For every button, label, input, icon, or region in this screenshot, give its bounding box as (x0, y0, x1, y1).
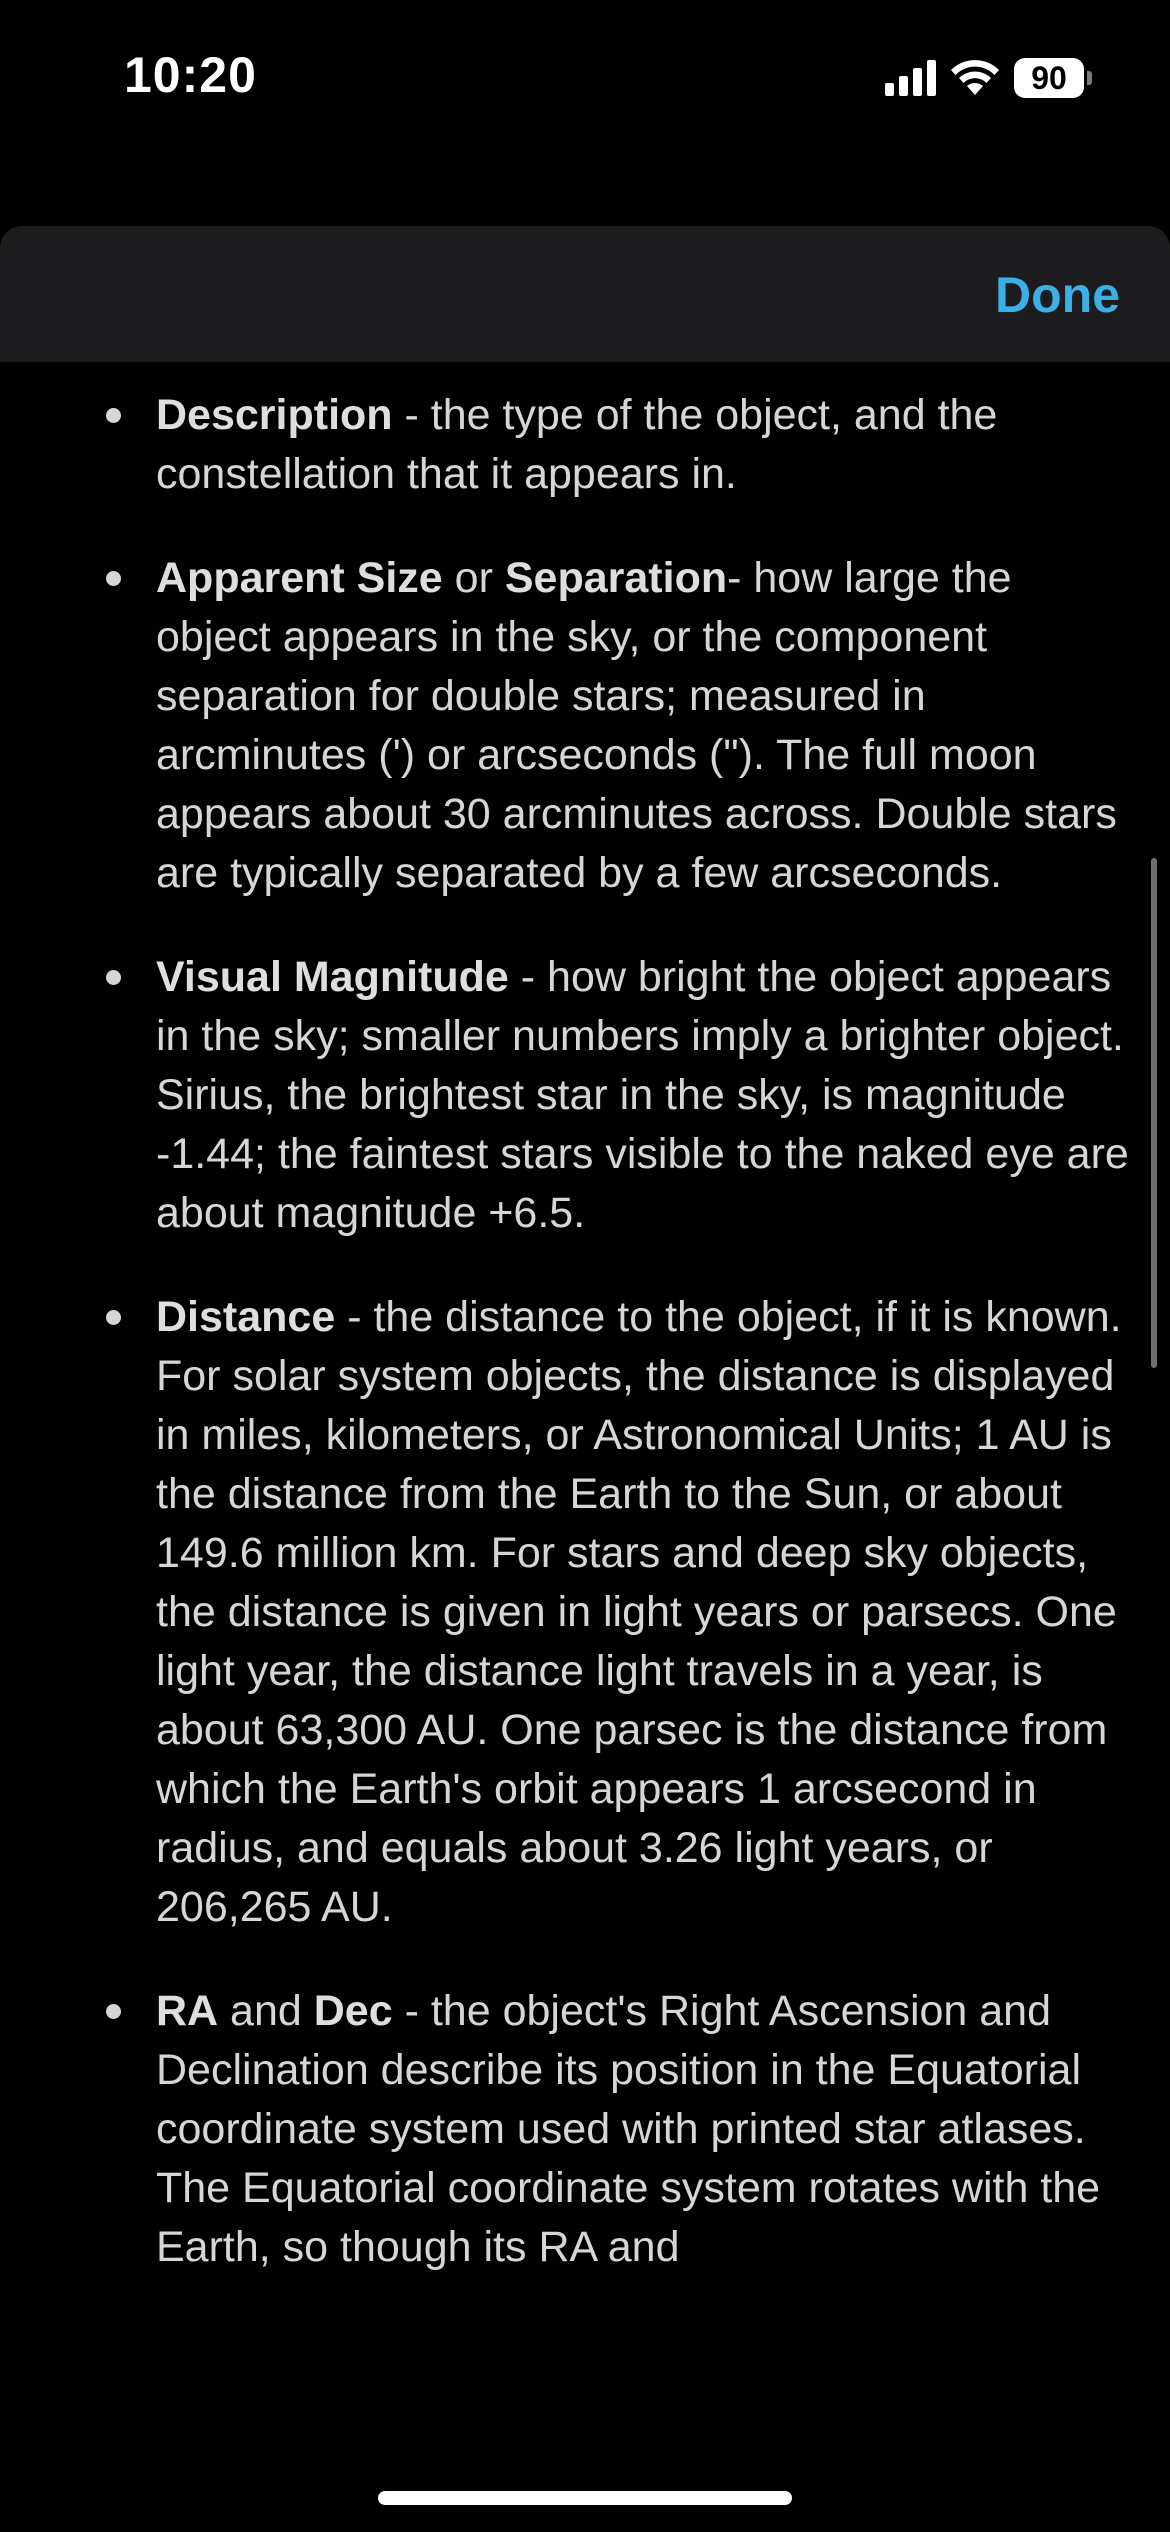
status-time: 10:20 (124, 47, 257, 103)
term: RA (156, 1987, 219, 2035)
list-item-apparent-size (0, 549, 1170, 903)
help-content[interactable] (0, 362, 1170, 2302)
help-list (0, 362, 1170, 2277)
item-text: - how bright the object appears in the sky; smaller numbers imply a brighter object. Sirius, the brightest star in the sky, is magnitude -1.44; the faintest stars visible to the naked eye are about magnitude +6.5. (156, 953, 1129, 1237)
term: Separation (504, 554, 728, 602)
cellular-signal-icon (885, 60, 936, 96)
list-item-ra-dec (0, 1982, 1170, 2277)
status-icons (885, 56, 1092, 100)
term: Distance (156, 1293, 336, 1341)
home-indicator[interactable] (378, 2491, 792, 2505)
list-item-description (0, 386, 1170, 504)
list-item-visual-magnitude (0, 948, 1170, 1243)
status-bar (0, 0, 1170, 150)
bullet-icon (106, 2004, 121, 2019)
connector: or (442, 554, 505, 602)
list-item-distance (0, 1288, 1170, 1937)
done-button[interactable]: Done (995, 267, 1120, 323)
wifi-icon (950, 59, 1000, 97)
term: Dec (313, 1987, 393, 2035)
bullet-icon (106, 970, 121, 985)
bullet-icon (106, 408, 121, 423)
bullet-icon (106, 1310, 121, 1325)
battery-tip (1087, 71, 1092, 85)
item-text: - how large the object appears in the sky, or the component separation for double stars; measured in arcminutes (') or arcseconds ("). The full moon appears about 30 arcminutes across. Double stars are typically separated by a few arcseconds. (156, 554, 1117, 897)
scroll-indicator[interactable] (1151, 858, 1157, 1368)
bullet-icon (106, 571, 121, 586)
item-text: - the object's Right Ascension and Declination describe its position in the Equatorial coordinate system used with printed star atlases. The Equatorial coordinate system rotates with the Earth, so though its RA and (156, 1987, 1101, 2271)
term: Apparent Size (156, 554, 443, 602)
term: Visual Magnitude (156, 953, 509, 1001)
battery-level: 90 (1014, 58, 1084, 98)
battery-icon (1014, 58, 1092, 98)
connector: and (218, 1987, 314, 2035)
sheet-header (0, 226, 1170, 362)
term: Description (156, 391, 393, 439)
item-text: - the distance to the object, if it is known. For solar system objects, the distance is displayed in miles, kilometers, or Astronomical Units; 1 AU is the distance from the Earth to the Sun, or about 149.6 million km. For stars and deep sky objects, the distance is given in light years or parsecs. One light year, the distance light travels in a year, is about 63,300 AU. One parsec is the distance from which the Earth's orbit appears 1 arcsecond in radius, and equals about 3.26 light years, or 206,265 AU. (156, 1293, 1122, 1931)
item-text: - the type of the object, and the constellation that it appears in. (156, 391, 998, 498)
